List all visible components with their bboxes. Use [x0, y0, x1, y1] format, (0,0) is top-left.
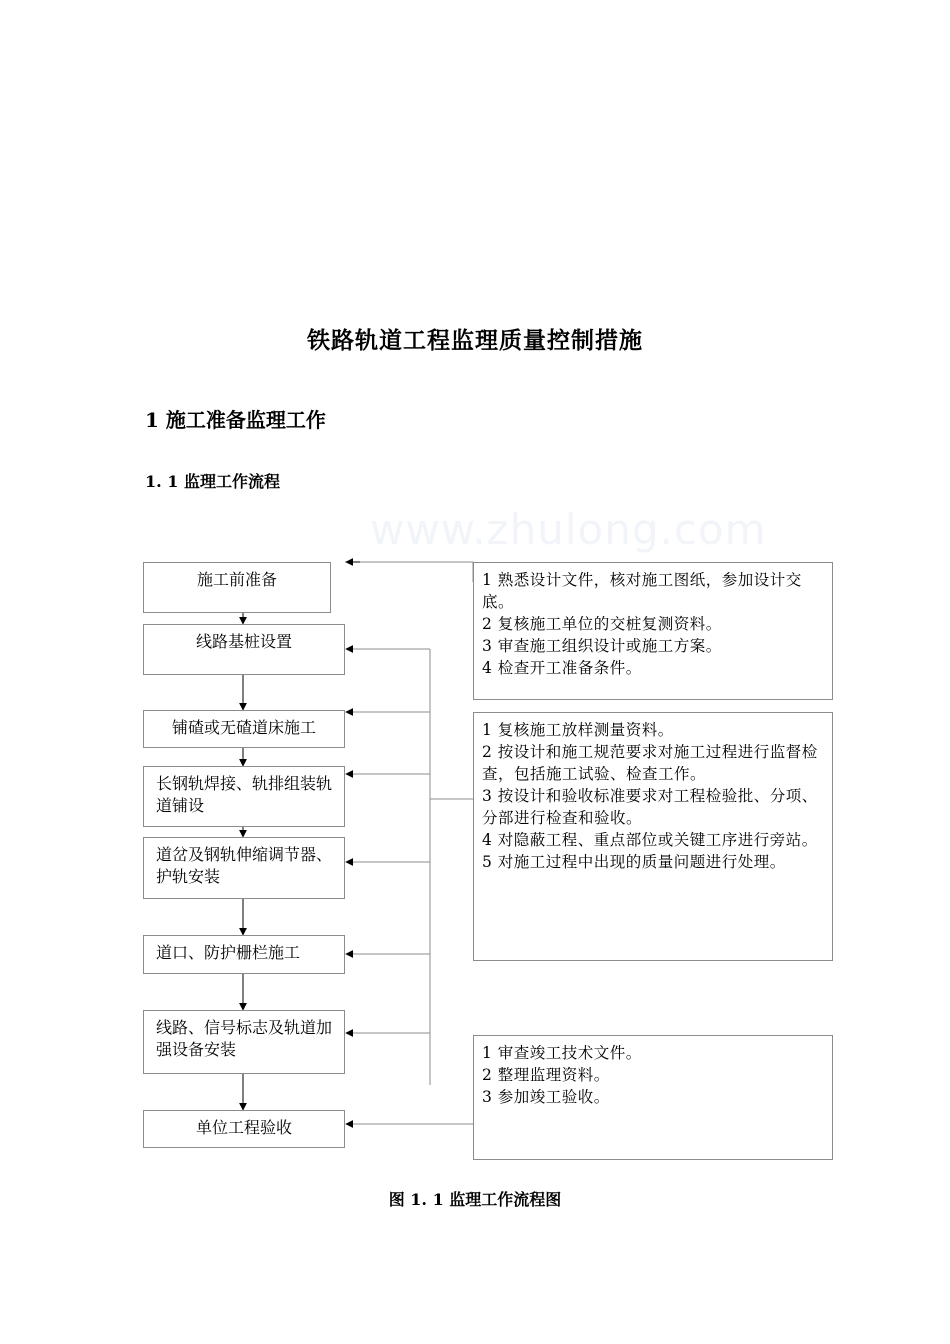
- note-line: 1 熟悉设计文件，核对施工图纸，参加设计交底。: [482, 571, 802, 611]
- flow-step-label: 单位工程验收: [195, 1118, 292, 1137]
- note-line: 3 参加竣工验收。: [482, 1088, 610, 1106]
- flow-step-1: [143, 562, 331, 613]
- flow-step-label: 线路、信号标志及轨道加强设备安装: [156, 1018, 333, 1059]
- flow-step-8: [143, 1110, 345, 1148]
- flow-step-label: 长钢轨焊接、轨排组装轨道铺设: [156, 774, 333, 815]
- watermark: www.zhulong.com: [370, 505, 767, 554]
- note-box-3: [473, 1035, 833, 1160]
- flow-step-2: [143, 624, 345, 675]
- note-line: 3 按设计和验收标准要求对工程检验批、分项、分部进行检查和验收。: [482, 787, 818, 827]
- flow-step-6: [143, 935, 345, 974]
- note-box-1: [473, 562, 833, 700]
- flow-step-4: [143, 766, 345, 827]
- note-line: 5 对施工过程中出现的质量问题进行处理。: [482, 853, 786, 871]
- flow-step-3: [143, 710, 345, 748]
- flow-step-label: 施工前准备: [196, 570, 277, 589]
- note-line: 1 复核施工放样测量资料。: [482, 721, 674, 739]
- flow-step-label: 铺碴或无碴道床施工: [171, 718, 316, 737]
- subsection-heading: 1. 1 监理工作流程: [145, 472, 280, 491]
- flow-step-label: 道口、防护栅栏施工: [156, 943, 301, 962]
- figure-caption: 图 1. 1 监理工作流程图: [388, 1190, 562, 1209]
- note-line: 3 审查施工组织设计或施工方案。: [482, 637, 722, 655]
- note-line: 4 对隐蔽工程、重点部位或关键工序进行旁站。: [482, 831, 818, 849]
- section-heading: 1 施工准备监理工作: [145, 408, 326, 432]
- note-line: 2 复核施工单位的交桩复测资料。: [482, 615, 722, 633]
- flow-step-label: 道岔及钢轨伸缩调节器、护轨安装: [156, 845, 333, 886]
- document-title: 铁路轨道工程监理质量控制措施: [307, 327, 643, 354]
- note-line: 2 整理监理资料。: [482, 1066, 610, 1084]
- note-line: 2 按设计和施工规范要求对施工过程进行监督检查，包括施工试验、检查工作。: [482, 743, 818, 783]
- note-box-2: [473, 712, 833, 961]
- flow-step-label: 线路基桩设置: [195, 632, 292, 651]
- note-line: 4 检查开工准备条件。: [482, 659, 642, 677]
- flow-step-7: [143, 1010, 345, 1074]
- note-line: 1 审查竣工技术文件。: [482, 1044, 642, 1062]
- flow-step-5: [143, 837, 345, 899]
